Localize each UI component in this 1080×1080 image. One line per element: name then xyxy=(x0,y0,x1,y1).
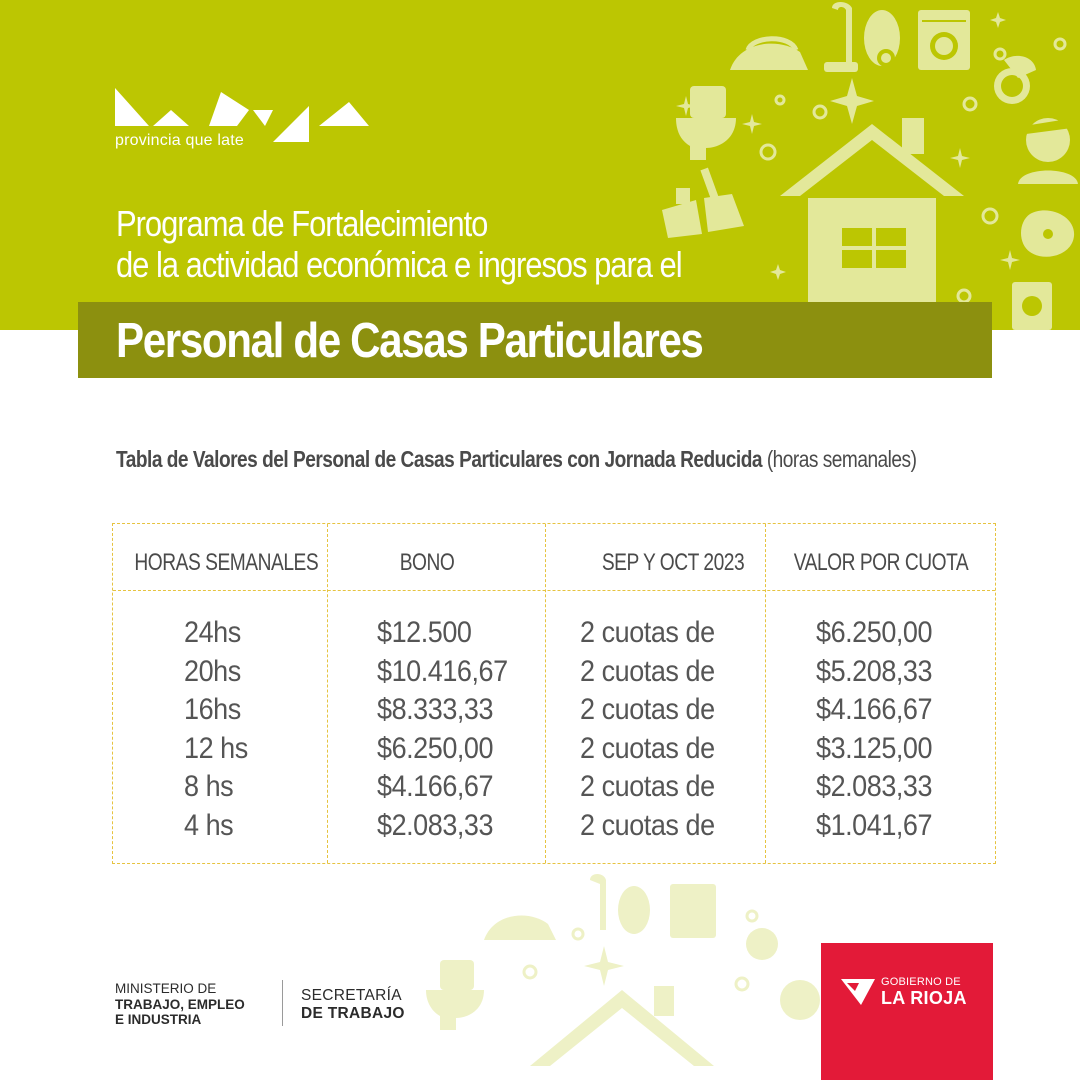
cell-valor: $3.125,00 xyxy=(816,731,933,765)
title-line-1: Programa de Fortalecimiento xyxy=(116,203,488,244)
cell-horas: 20hs xyxy=(184,654,241,688)
ministerio-line-2: TRABAJO, EMPLEO xyxy=(115,996,245,1012)
cell-valor: $5.208,33 xyxy=(816,654,933,688)
cell-horas: 16hs xyxy=(184,693,241,726)
header-valor-cuota: VALOR POR CUOTA xyxy=(793,549,969,576)
cell-horas: 12 hs xyxy=(184,731,248,765)
band-title: Personal de Casas Particulares xyxy=(116,314,703,368)
secretaria-line-1: SECRETARÍA xyxy=(301,987,402,1004)
cell-valor: $4.166,67 xyxy=(816,693,933,726)
footer-divider xyxy=(282,980,283,1026)
cell-horas: 24hs xyxy=(184,616,241,649)
cell-cuotas: 2 cuotas de xyxy=(580,654,715,688)
ministerio-line-1: MINISTERIO DE xyxy=(115,981,217,996)
cell-valor: $6.250,00 xyxy=(816,616,933,649)
logo-tagline: provincia que late xyxy=(115,132,245,149)
subtitle-bold: Tabla de Valores del Personal de Casas Particulares con Jornada Reducida xyxy=(116,446,763,472)
header-sep-oct: SEP Y OCT 2023 xyxy=(601,549,745,576)
gobierno-la-rioja-badge xyxy=(821,943,993,1080)
cell-cuotas: 2 cuotas de xyxy=(580,808,715,842)
cell-valor: $1.041,67 xyxy=(816,808,933,842)
title-line-2: de la actividad económica e ingresos para el xyxy=(116,244,682,285)
cell-bono: $10.416,67 xyxy=(377,654,508,688)
cell-cuotas: 2 cuotas de xyxy=(580,693,715,726)
gobierno-big-text: LA RIOJA xyxy=(881,988,967,1008)
cell-horas: 4 hs xyxy=(184,808,234,842)
ministerio-line-3: E INDUSTRIA xyxy=(115,1012,202,1027)
ministerio-label xyxy=(115,981,245,1028)
cell-bono: $12.500 xyxy=(377,616,472,649)
secretaria-label xyxy=(301,987,405,1023)
cell-cuotas: 2 cuotas de xyxy=(580,616,715,649)
gobierno-small-text: GOBIERNO DE xyxy=(881,976,961,988)
cell-bono: $6.250,00 xyxy=(377,731,494,765)
cell-cuotas: 2 cuotas de xyxy=(580,770,715,803)
subtitle-normal: (horas semanales) xyxy=(766,446,917,472)
cell-cuotas: 2 cuotas de xyxy=(580,731,715,765)
gobierno-logo-icon xyxy=(839,977,877,1007)
cell-bono: $4.166,67 xyxy=(377,770,494,803)
cell-bono: $8.333,33 xyxy=(377,693,494,726)
secretaria-line-2: DE TRABAJO xyxy=(301,1005,405,1022)
cell-horas: 8 hs xyxy=(184,770,234,803)
cell-valor: $2.083,33 xyxy=(816,770,933,803)
header-bono: BONO xyxy=(399,549,455,576)
header-horas: HORAS SEMANALES xyxy=(134,549,319,576)
cell-bono: $2.083,33 xyxy=(377,808,494,842)
